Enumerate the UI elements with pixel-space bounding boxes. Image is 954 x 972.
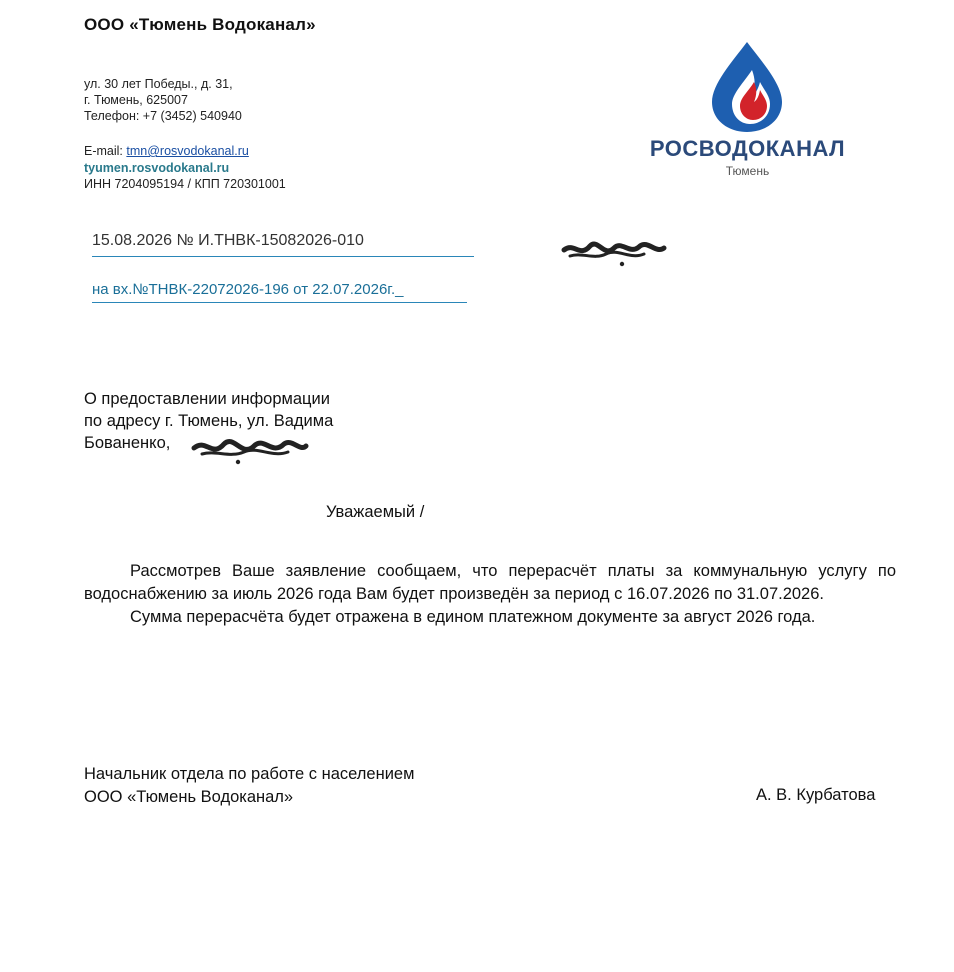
subject-line-3 xyxy=(84,432,333,454)
subject-line-3-prefix: Бованенко, xyxy=(84,434,171,452)
letter-subject xyxy=(84,388,333,454)
inn-kpp-line: ИНН 7204095194 / КПП 720301001 xyxy=(84,177,286,191)
incoming-reference: на вх.№ТНВК-22072026-196 от 22.07.2026г._ xyxy=(92,281,467,303)
signatory-role xyxy=(84,763,414,809)
letter-body xyxy=(84,560,896,629)
water-drop-icon xyxy=(640,38,855,133)
outgoing-registration-number: 15.08.2026 № И.ТНВК-15082026-010 xyxy=(92,232,474,257)
logo-brand-text: РОСВОДОКАНАЛ xyxy=(649,136,846,161)
phone-line: Телефон: +7 (3452) 540940 xyxy=(84,109,242,123)
email-link[interactable]: tmn@rosvodokanal.ru xyxy=(126,144,249,158)
body-paragraph-1: Рассмотрев Ваше заявление сообщаем, что перерасчёт платы за коммунальную услугу по водоснабжению за июль 2026 года Вам будет произведён за период с 16.07.2026 по 31.07.2026. xyxy=(84,562,896,603)
rosvodokanal-logo xyxy=(640,38,855,183)
website-link[interactable]: tyumen.rosvodokanal.ru xyxy=(84,161,230,175)
redaction-mark-recipient xyxy=(560,236,670,270)
salutation: Уважаемый / xyxy=(326,503,425,521)
email-label: E-mail: xyxy=(84,144,127,158)
signatory-role-line-2: ООО «Тюмень Водоканал» xyxy=(84,788,294,806)
address-line-street: ул. 30 лет Победы., д. 31, xyxy=(84,77,233,91)
subject-line-1: О предоставлении информации xyxy=(84,390,330,408)
logo-city-text: Тюмень xyxy=(725,164,770,178)
email-line xyxy=(84,143,249,160)
signatory-name: А. В. Курбатова xyxy=(756,786,876,804)
subject-line-2: по адресу г. Тюмень, ул. Вадима xyxy=(84,412,334,430)
signatory-role-line-1: Начальник отдела по работе с населением xyxy=(84,765,415,783)
body-paragraph-2: Сумма перерасчёта будет отражена в едином платежном документе за август 2026 года. xyxy=(130,608,816,626)
organization-title: ООО «Тюмень Водоканал» xyxy=(84,15,316,34)
address-line-city: г. Тюмень, 625007 xyxy=(84,93,188,107)
